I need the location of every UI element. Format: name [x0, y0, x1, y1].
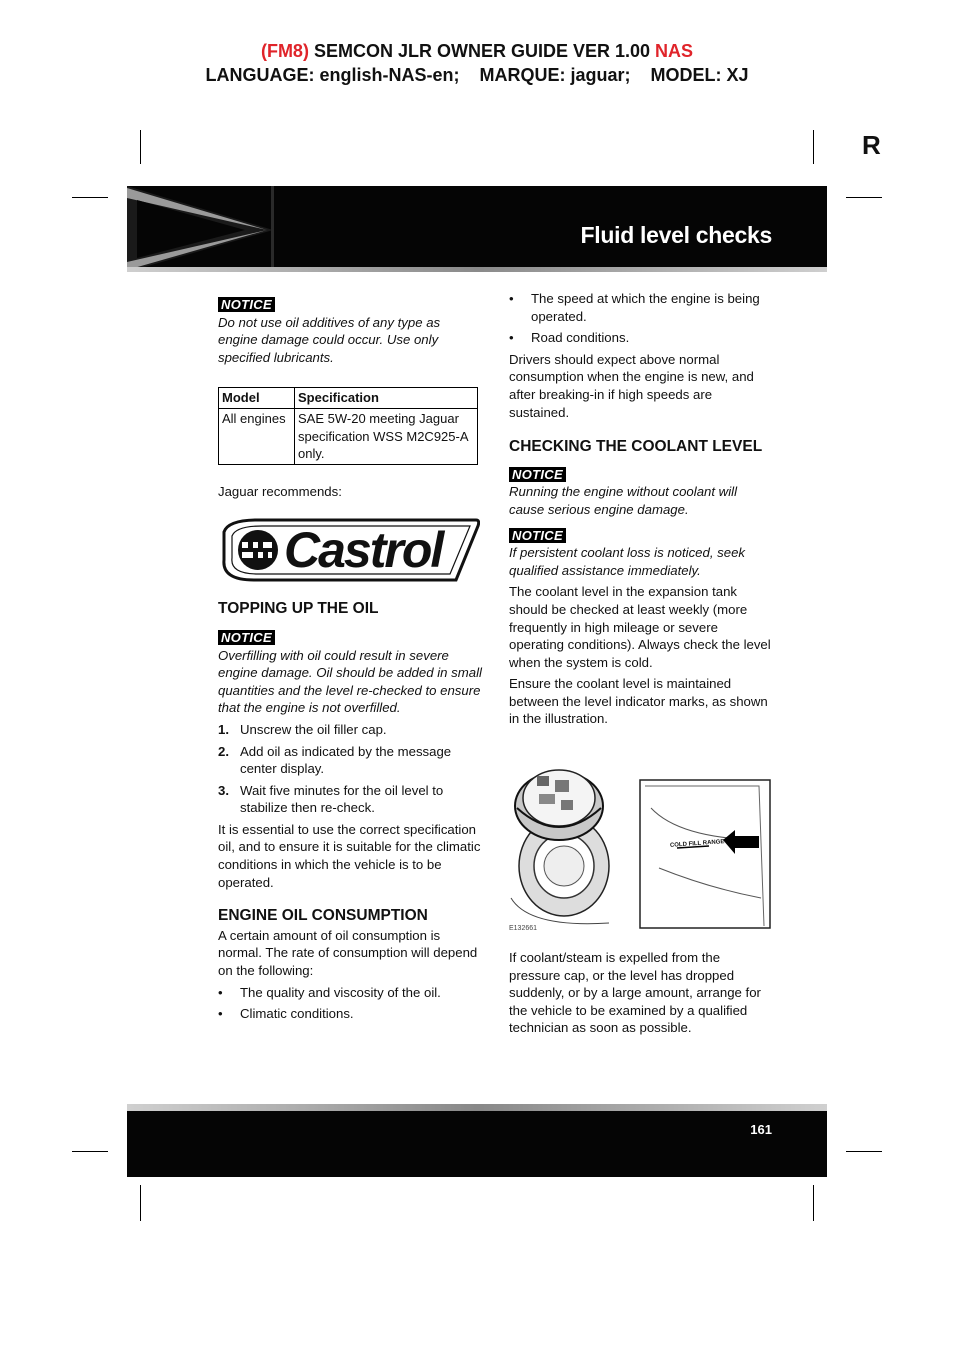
table-header-cell: Model [219, 388, 295, 409]
page-title: Fluid level checks [580, 222, 772, 248]
cold-fill-range-label: COLD FILL RANGE [669, 839, 725, 849]
notice-text: Overfilling with oil could result in severe engine damage. Oil should be added in small quantities and the level re-checked to ensure that the engine is not overfilled. [218, 647, 482, 716]
table-row [219, 408, 478, 464]
table-cell: All engines [219, 408, 295, 464]
steps-list [218, 721, 483, 817]
notice-text: If persistent coolant loss is noticed, seek qualified assistance immediately. [509, 545, 746, 578]
bullet-text: Road conditions. [531, 330, 630, 346]
page-number: 161 [750, 1122, 772, 1137]
castrol-wordmark: Castrol [284, 522, 443, 579]
list-item [218, 721, 483, 739]
list-item [218, 743, 483, 778]
banner-rule [127, 267, 827, 272]
bullet: • [509, 330, 514, 346]
castrol-logo [218, 514, 480, 586]
header-title: SEMCON JLR OWNER GUIDE VER 1.00 [308, 41, 656, 61]
crop-mark [846, 197, 882, 198]
document-header-line2: LANGUAGE: english-NAS-en; MARQUE: jaguar; MODEL: XJ [205, 65, 749, 85]
crop-mark [72, 1151, 108, 1152]
bullet: • [218, 1006, 223, 1022]
recommends-text: Jaguar recommends: [218, 483, 342, 499]
list-item [218, 984, 483, 1002]
body-text: The coolant level in the expansion tank should be checked at least weekly (more frequently in high mileage or severe operating conditions). Always check the level when the system is cold. [509, 584, 771, 670]
table-header-cell: Specification [295, 388, 478, 409]
header-code: (FM8) [260, 41, 309, 61]
section-banner [127, 186, 827, 272]
body-text: A certain amount of oil consumption is normal. The rate of consumption will depend on the following: [218, 927, 478, 979]
body-text: If coolant/steam is expelled from the pressure cap, or the level has dropped suddenly, or by a large amount, arrange for the vehicle to be examined by a qualified technician as soon as possible. [509, 950, 761, 1036]
oil-spec-table [218, 387, 478, 464]
illustration-reference: E132661 [509, 925, 538, 933]
step-number: 2. [218, 743, 229, 759]
step-text: Wait five minutes for the oil level to stabilize then re-check. [240, 782, 444, 816]
coolant-illustration [509, 748, 771, 933]
notice-badge: NOTICE [218, 297, 275, 312]
list-item [218, 782, 483, 817]
body-text: It is essential to use the correct specification oil, and to ensure it is suitable for the climatic conditions in which the vehicle is to be operated. [218, 821, 481, 890]
notice-text: Do not use oil additives of any type as engine damage could occur. Use only specified lubricants. [218, 314, 441, 365]
body-text: Ensure the coolant level is maintained between the level indicator marks, as shown in the illustration. [509, 676, 768, 727]
footer-rule [127, 1104, 827, 1111]
table-header-row [219, 388, 478, 409]
banner-divider [271, 186, 274, 272]
header-region: NAS [655, 41, 694, 61]
list-item [509, 290, 774, 325]
bullet: • [509, 291, 514, 306]
chevron-graphic [127, 186, 277, 272]
bullet-text: The speed at which the engine is being operated. [531, 291, 760, 324]
notice-badge: NOTICE [509, 467, 566, 482]
bullet: • [218, 984, 223, 1000]
side-letter: R [862, 130, 881, 160]
page-footer [127, 1104, 827, 1177]
document-header-line1 [0, 40, 954, 62]
body-text: Drivers should expect above normal consumption when the engine is new, and after breaking-in if high speeds are sustained. [509, 351, 754, 420]
expansion-tank-drawing [509, 748, 771, 933]
list-item [218, 1005, 483, 1023]
step-text: Add oil as indicated by the message center display. [240, 743, 452, 777]
bullet-text: The quality and viscosity of the oil. [240, 984, 441, 1000]
section-heading: CHECKING THE COOLANT LEVEL [509, 438, 763, 456]
notice-text: Running the engine without coolant will cause serious engine damage. [509, 484, 737, 517]
section-heading: ENGINE OIL CONSUMPTION [218, 907, 428, 925]
step-text: Unscrew the oil filler cap. [240, 721, 387, 737]
crop-mark [140, 1185, 141, 1221]
table-cell: SAE 5W-20 meeting Jaguar specification WSS M2C925-A only. [295, 408, 478, 464]
crop-mark [140, 130, 141, 164]
list-item [509, 329, 774, 347]
step-number: 3. [218, 782, 229, 798]
crop-mark [813, 130, 814, 164]
section-heading: TOPPING UP THE OIL [218, 600, 379, 618]
crop-mark [846, 1151, 882, 1152]
left-column [218, 296, 483, 1027]
bullet-text: Climatic conditions. [240, 1006, 354, 1022]
crop-mark [813, 1185, 814, 1221]
crop-mark [72, 197, 108, 198]
notice-badge: NOTICE [509, 528, 566, 543]
notice-badge: NOTICE [218, 630, 275, 645]
step-number: 1. [218, 721, 229, 737]
right-column [509, 290, 774, 1041]
